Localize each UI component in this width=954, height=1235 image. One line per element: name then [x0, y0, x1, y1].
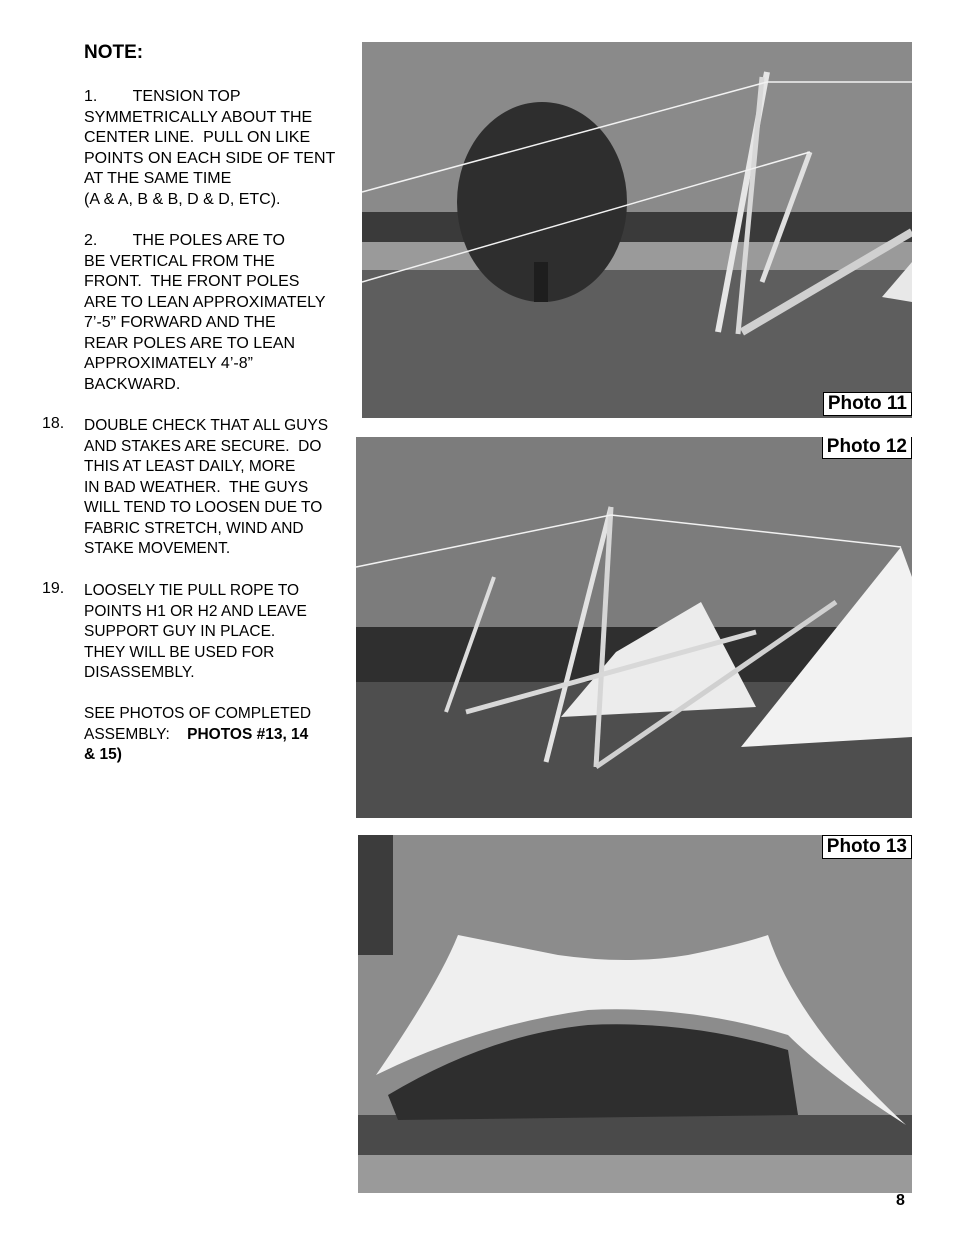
note-item-2: 2. THE POLES ARE TO BE VERTICAL FROM THE FRONT. THE FRONT POLES ARE TO LEAN APPROXIMATELY 7’-5” FORWARD AND THE REAR POLES ARE TO LEAN APPROXIMATELY 4’-8” BACKWARD. [84, 232, 326, 393]
step-18-text: DOUBLE CHECK THAT ALL GUYS AND STAKES ARE SECURE. DO THIS AT LEAST DAILY, MORE IN BAD WEATHER. THE GUYS WILL TEND TO LOOSEN DUE TO FABRIC STRETCH, WIND AND STAKE MOVEMENT. [84, 417, 329, 557]
see-photos-text: SEE PHOTOS OF COMPLETED ASSEMBLY: PHOTOS #13, 14 & 15) [84, 705, 312, 763]
photo-13-image [358, 835, 912, 1193]
photo-11-image [362, 42, 912, 418]
step-18-number: 18. [42, 415, 65, 432]
step-19-text: LOOSELY TIE PULL ROPE TO POINTS H1 OR H2 AND LEAVE SUPPORT GUY IN PLACE. THEY WILL BE USED FOR DISASSEMBLY. [84, 582, 307, 681]
photo-12-image [356, 437, 912, 818]
note-item-1-number: 1. [84, 88, 98, 105]
note-heading: NOTE: [84, 42, 144, 63]
photo-12-label: Photo 12 [822, 437, 912, 459]
note-item-2-number: 2. [84, 232, 98, 249]
page-number: 8 [896, 1192, 905, 1209]
photo-11-label: Photo 11 [823, 392, 912, 416]
note-item-1: 1. TENSION TOP SYMMETRICALLY ABOUT THE CENTER LINE. PULL ON LIKE POINTS ON EACH SIDE OF TENT AT THE SAME TIME (A & A, B & B, D & D, ETC). [84, 88, 336, 208]
photo-13-label: Photo 13 [822, 835, 912, 859]
step-19-number: 19. [42, 580, 65, 597]
